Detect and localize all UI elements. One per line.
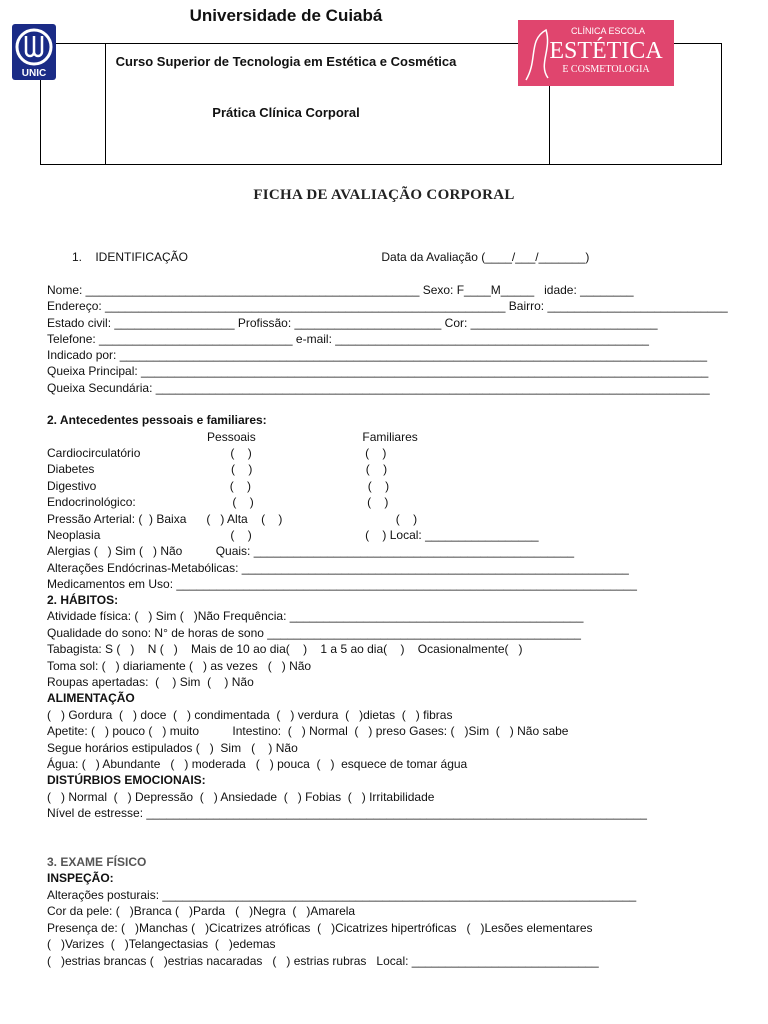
field-posturais[interactable]: Alterações posturais: _______________________________________________________________________: [47, 888, 637, 902]
field-tabagista[interactable]: Tabagista: S ( ) N ( ) Mais de 10 ao dia( ) 1 a 5 ao dia( ) Ocasionalmente( ): [47, 642, 523, 656]
field-emocional[interactable]: ( ) Normal ( ) Depressão ( ) Ansiedade ( ) Fobias ( ) Irritabilidade: [47, 790, 435, 804]
row-pressao[interactable]: Pressão Arterial: ( ) Baixa ( ) Alta ( ) ( ): [47, 512, 418, 526]
field-agua[interactable]: Água: ( ) Abundante ( ) moderada ( ) pouca ( ) esquece de tomar água: [47, 757, 468, 771]
form-title: FICHA DE AVALIAÇÃO CORPORAL: [253, 187, 515, 203]
section-exame-fisico: 3. EXAME FÍSICO: [47, 855, 147, 869]
field-estado-civil[interactable]: Estado civil: __________________ Profissão: ______________________ Cor: ____________________________: [47, 316, 658, 330]
section-habitos: 2. HÁBITOS:: [47, 593, 119, 607]
section-alimentacao: ALIMENTAÇÃO: [47, 691, 135, 705]
field-queixa-principal[interactable]: Queixa Principal: _____________________________________________________________________________________: [47, 364, 709, 378]
field-endereco[interactable]: Endereço: ____________________________________________________________ Bairro: ___________________________: [47, 299, 728, 313]
row-cardio[interactable]: Cardiocirculatório ( ) ( ): [47, 446, 387, 460]
field-nome[interactable]: Nome: __________________________________________________ Sexo: F____M_____ idade: ________: [47, 283, 634, 297]
field-alteracoes-endocrinas[interactable]: Alterações Endócrinas-Metabólicas: __________________________________________________________: [47, 561, 629, 575]
unic-logo-text: UNIC: [21, 68, 47, 79]
field-varizes[interactable]: ( )Varizes ( )Telangectasias ( )edemas: [47, 937, 276, 951]
field-medicamentos[interactable]: Medicamentos em Uso: _____________________________________________________________________: [47, 577, 637, 591]
row-diabetes[interactable]: Diabetes ( ) ( ): [47, 462, 388, 476]
field-apetite[interactable]: Apetite: ( ) pouco ( ) muito Intestino: ( ) Normal ( ) preso Gases: ( )Sim ( ) Não sabe: [47, 724, 569, 738]
field-indicado[interactable]: Indicado por: ________________________________________________________________________________________: [47, 348, 708, 362]
row-alergias[interactable]: Alergias ( ) Sim ( ) Não Quais: ________________________________________________: [47, 544, 575, 558]
section-inspecao: INSPEÇÃO:: [47, 871, 114, 885]
field-queixa-secundaria[interactable]: Queixa Secundária: ___________________________________________________________________________________: [47, 381, 710, 395]
field-cor-pele[interactable]: Cor da pele: ( )Branca ( )Parda ( )Negra ( )Amarela: [47, 904, 356, 918]
clinic-logo: [518, 20, 674, 86]
field-alimentos[interactable]: ( ) Gordura ( ) doce ( ) condimentada ( ) verdura ( )dietas ( ) fibras: [47, 708, 453, 722]
field-estrias[interactable]: ( )estrias brancas ( )estrias nacaradas ( ) estrias rubras Local: ____________________________: [47, 954, 599, 968]
field-estresse[interactable]: Nível de estresse: ___________________________________________________________________________: [47, 806, 647, 820]
clinic-logo-line3: E COSMETOLOGIA: [562, 64, 650, 75]
field-sol[interactable]: Toma sol: ( ) diariamente ( ) as vezes ( ) Não: [47, 659, 312, 673]
practice-title: Prática Clínica Corporal: [212, 105, 360, 120]
university-title: Universidade de Cuiabá: [189, 6, 383, 25]
columns-header: Pessoais Familiares: [47, 430, 418, 444]
field-presenca[interactable]: Presença de: ( )Manchas ( )Cicatrizes atróficas ( )Cicatrizes hipertróficas ( )Lesões elementares: [47, 921, 593, 935]
clinic-logo-line1: CLÍNICA ESCOLA: [570, 26, 646, 36]
field-roupas[interactable]: Roupas apertadas: ( ) Sim ( ) Não: [47, 675, 254, 689]
field-horarios[interactable]: Segue horários estipulados ( ) Sim ( ) Não: [47, 741, 298, 755]
field-telefone[interactable]: Telefone: _____________________________ e-mail: _______________________________________________: [47, 332, 649, 346]
field-atividade[interactable]: Atividade física: ( ) Sim ( )Não Frequência: ____________________________________________: [47, 609, 584, 623]
row-neoplasia[interactable]: Neoplasia ( ) ( ) Local: _________________: [47, 528, 539, 542]
course-title: Curso Superior de Tecnologia em Estética e Cosmética: [115, 54, 457, 69]
section-disturbios: DISTÚRBIOS EMOCIONAIS:: [47, 773, 206, 787]
row-digestivo[interactable]: Digestivo ( ) ( ): [47, 479, 390, 493]
unic-logo: [12, 24, 56, 80]
row-endocrino[interactable]: Endocrinológico: ( ) ( ): [47, 495, 389, 509]
clinic-logo-line2: ESTÉTICA: [549, 38, 663, 64]
field-sono[interactable]: Qualidade do sono: N° de horas de sono _______________________________________________: [47, 626, 581, 640]
section-identification: 1. IDENTIFICAÇÃO Data da Avaliação (____/___/_______): [72, 250, 590, 264]
section-antecedentes: 2. Antecedentes pessoais e familiares:: [47, 413, 267, 427]
